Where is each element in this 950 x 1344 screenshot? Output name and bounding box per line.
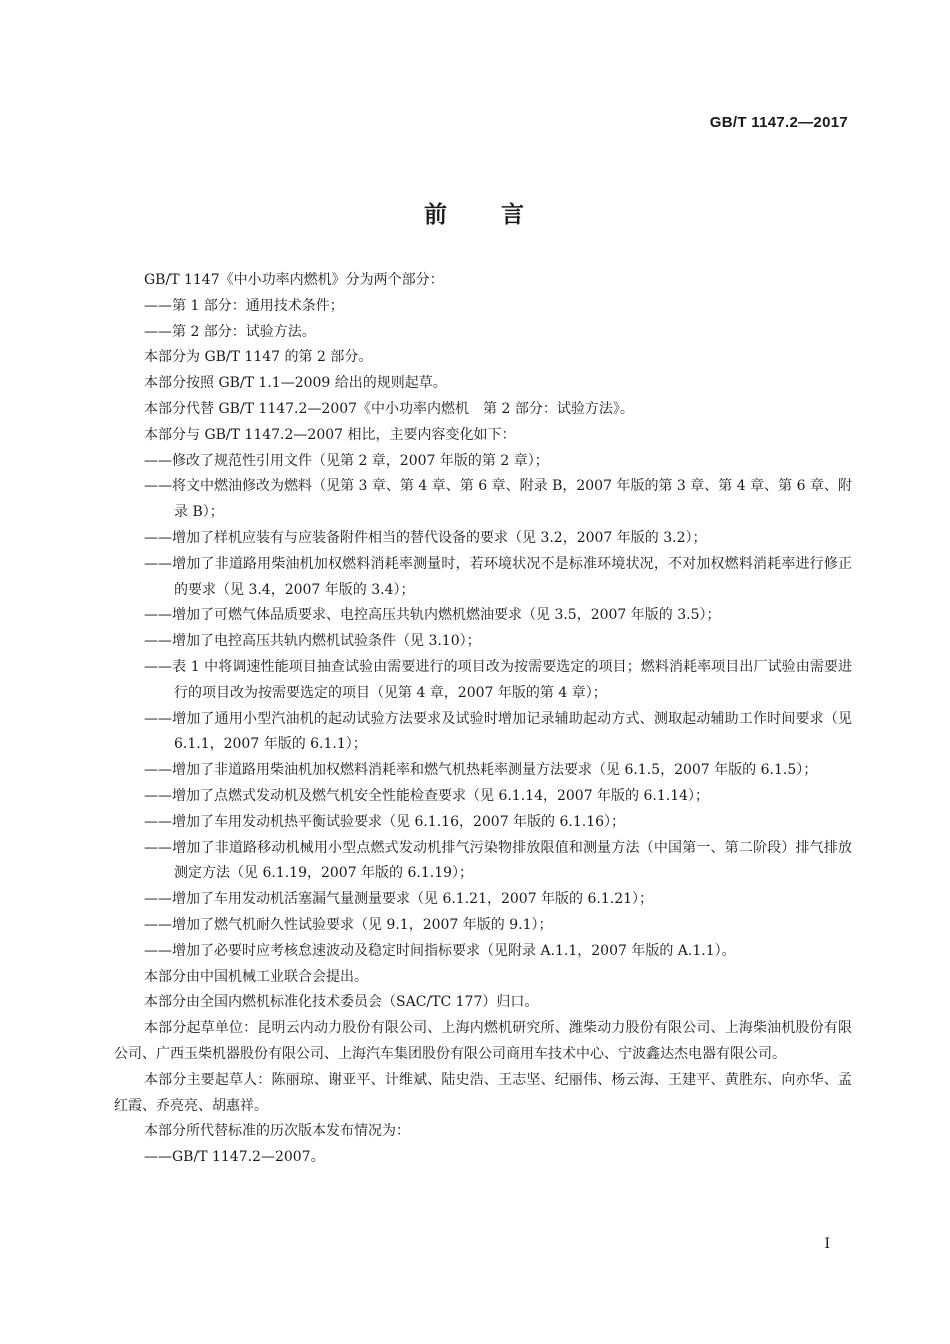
list-item: ——增加了必要时应考核怠速波动及稳定时间指标要求（见附录 A.1.1，2007 年版的 A.1.1）。 (144, 942, 736, 959)
paragraph: 本部分代替 GB/T 1147.2—2007《中小功率内燃机 第 2 部分：试验方法》。 (144, 400, 634, 417)
list-item: ——第 1 部分：通用技术条件； (144, 297, 344, 314)
list-item: ——增加了非道路用柴油机加权燃料消耗率和燃气机热耗率测量方法要求（见 6.1.5，2007 年版的 6.1.5）； (144, 762, 818, 779)
title-char-2: 言 (501, 202, 526, 228)
list-item: ——GB/T 1147.2—2007。 (144, 1149, 325, 1166)
paragraph: 本部分为 GB/T 1147 的第 2 部分。 (144, 349, 373, 366)
list-item: ——修改了规范性引用文件（见第 2 章，2007 年版的第 2 章）； (144, 452, 549, 469)
list-item: ——增加了电控高压共轨内燃机试验条件（见 3.10）； (144, 633, 481, 650)
paragraph: 本部分按照 GB/T 1.1—2009 给出的规则起草。 (144, 375, 447, 392)
page-number: I (824, 1236, 830, 1252)
paragraph: 本部分起草单位：昆明云内动力股份有限公司、上海内燃机研究所、潍柴动力股份有限公司、上海柴油机股份有限公司、广西玉柴机器股份有限公司、上海汽车集团股份有限公司商用车技术中心、宁波鑫达杰电器有限公司。 (114, 1020, 852, 1062)
list-item: ——增加了燃气机耐久性试验要求（见 9.1，2007 年版的 9.1）； (144, 916, 553, 933)
list-item: ——增加了非道路移动机械用小型点燃式发动机排气污染物排放限值和测量方法（中国第一、第二阶段）排气排放测定方法（见 6.1.19，2007 年版的 6.1.19）； (144, 839, 852, 882)
paragraph: 本部分由全国内燃机标准化技术委员会（SAC/TC 177）归口。 (144, 994, 539, 1011)
paragraph: GB/T 1147《中小功率内燃机》分为两个部分： (144, 272, 444, 288)
paragraph: 本部分所代替标准的历次版本发布情况为： (144, 1123, 410, 1140)
list-item: ——增加了点燃式发动机及燃气机安全性能检查要求（见 6.1.14，2007 年版的 6.1.14）； (144, 787, 710, 804)
list-item: ——表 1 中将调速性能项目抽查试验由需要进行的项目改为按需要选定的项目；燃料消耗率项目出厂试验由需要进行的项目改为按需要选定的项目（见第 4 章，2007 年版的第 4 章）； (144, 658, 852, 701)
list-item: ——增加了非道路用柴油机加权燃料消耗率测量时，若环境状况不是标准环境状况，不对加权燃料消耗率进行修正的要求（见 3.4，2007 年版的 3.4）； (144, 555, 852, 598)
paragraph: 本部分由中国机械工业联合会提出。 (144, 968, 368, 985)
list-item: ——增加了通用小型汽油机的起动试验方法要求及试验时增加记录辅助起动方式、测取起动辅助工作时间要求（见 6.1.1，2007 年版的 6.1.1）； (144, 710, 852, 753)
list-item: ——增加了可燃气体品质要求、电控高压共轨内燃机燃油要求（见 3.5，2007 年版的 3.5）； (144, 607, 721, 624)
page-title (0, 196, 950, 229)
paragraph: 本部分主要起草人：陈丽琼、谢亚平、计维斌、陆史浩、王志坚、纪丽伟、杨云海、王建平、黄胜东、向亦华、孟红霞、乔亮亮、胡惠祥。 (114, 1071, 852, 1114)
foreword-body (114, 268, 852, 1171)
list-item: ——增加了车用发动机热平衡试验要求（见 6.1.16，2007 年版的 6.1.16）； (144, 813, 626, 830)
paragraph: 本部分与 GB/T 1147.2—2007 相比，主要内容变化如下： (144, 426, 516, 443)
title-char-1: 前 (424, 202, 449, 228)
list-item: ——增加了样机应装有与应装备附件相当的替代设备的要求（见 3.2，2007 年版的 3.2）； (144, 529, 707, 546)
list-item: ——增加了车用发动机活塞漏气量测量要求（见 6.1.21，2007 年版的 6.1.21）； (144, 891, 654, 908)
standard-number: GB/T 1147.2—2017 (709, 114, 848, 131)
list-item: ——第 2 部分：试验方法。 (144, 323, 316, 340)
list-item: ——将文中燃油修改为燃料（见第 3 章、第 4 章、第 6 章、附录 B，2007 年版的第 3 章、第 4 章、第 6 章、附录 B）； (144, 478, 852, 521)
